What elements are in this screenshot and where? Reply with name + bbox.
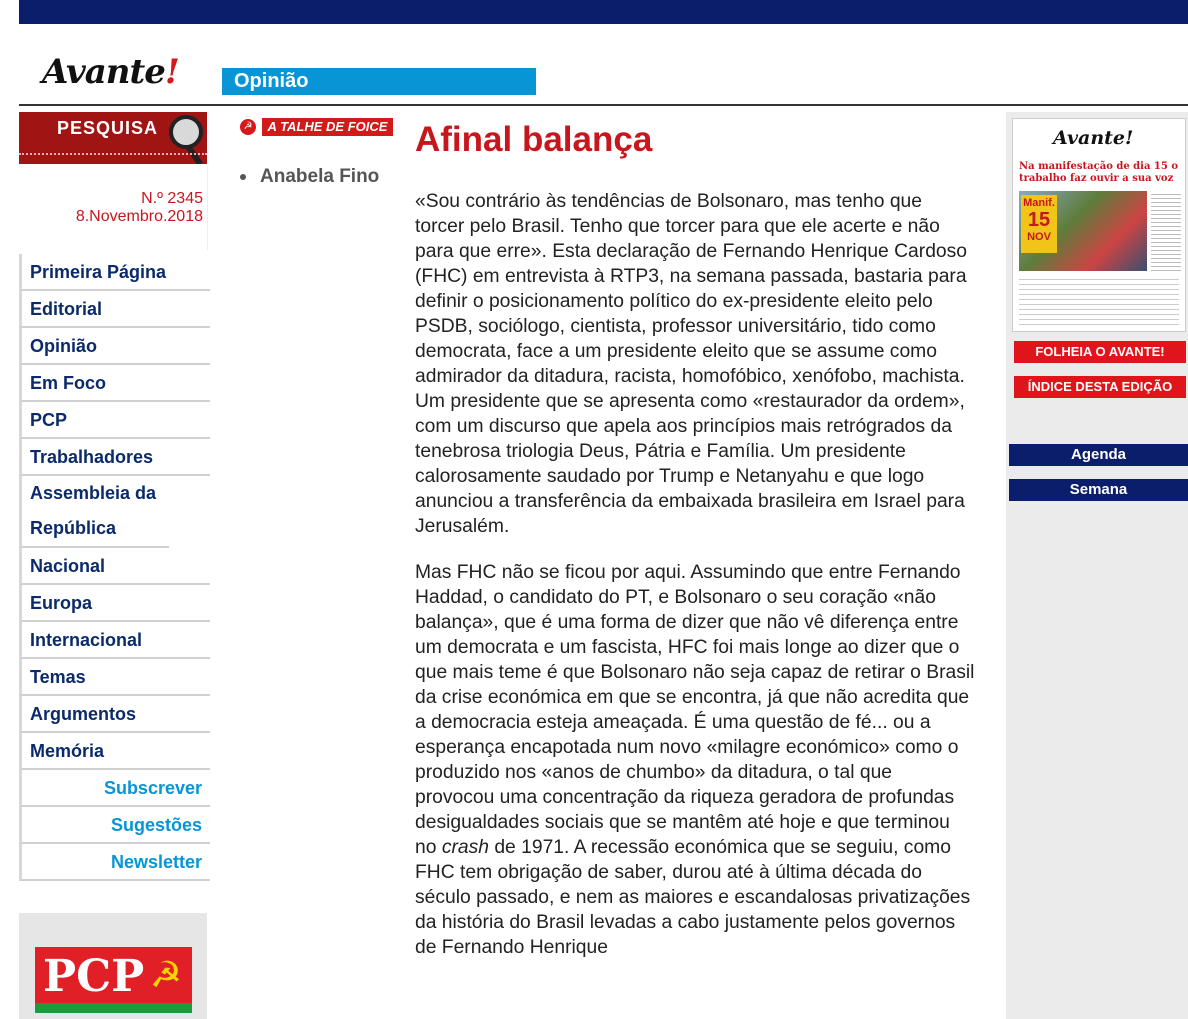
nav-item-europa[interactable]: Europa <box>19 585 210 622</box>
issue-info <box>19 166 208 250</box>
pcp-logo-text: PCP <box>43 951 145 1002</box>
search-banner[interactable] <box>19 112 207 164</box>
nav-item-memoria[interactable]: Memória <box>19 733 210 770</box>
top-bar <box>19 0 1188 24</box>
cover-logo: Avante! <box>1053 127 1134 149</box>
author-name: Anabela Fino <box>260 166 380 187</box>
issue-date: 8.Novembro.2018 <box>75 208 203 225</box>
nav-item-em-foco[interactable]: Em Foco <box>19 365 210 402</box>
article-body <box>415 189 975 981</box>
nav-item-internacional[interactable]: Internacional <box>19 622 210 659</box>
nav-item-nacional[interactable]: Nacional <box>19 548 210 585</box>
author-item <box>240 166 379 188</box>
pcp-banner[interactable] <box>19 913 207 1019</box>
bullet-icon <box>240 174 246 180</box>
right-sidebar <box>1006 112 1188 1019</box>
folheia-button[interactable]: FOLHEIA O AVANTE! <box>1014 341 1186 363</box>
nav-item-argumentos[interactable]: Argumentos <box>19 696 210 733</box>
search-label: PESQUISA <box>57 118 159 138</box>
banner-stripes <box>19 153 207 158</box>
cover-text-lines <box>1019 275 1179 325</box>
article-paragraph-1: «Sou contrário às tendências de Bolsonaro, mas tenho que torcer pelo Brasil. Tenho que torcer para que ele acerte e não para que erre». Esta declaração de Fernando Henrique Cardoso (FHC) em entrevista à RTP3, na semana passada, bastaria para definir o posicionamento político do ex-presidente eleito pelo PSDB, sociólogo, cientista, professor universitário, tido como democrata, face a um presidente eleito que se assume como admirador da ditadura, racista, homofóbico, xenófobo, machista. Um presidente que se apresenta como «restaurador da ordem», com um discurso que apela aos princípios mais retrógrados da tenebrosa triologia Deus, Pátria e Família. Um presidente calorosamente saudado por Trump e Netanyahu e que logo anunciou a transferência da embaixada brasileira em Israel para Jerusalém. <box>415 191 968 537</box>
cover-headline: Na manifestação de dia 15 o trabalho faz ouvir a sua voz <box>1019 161 1178 184</box>
paragraph-2-text-b: de 1971. A recessão económica que se seguiu, como FHC tem obrigação de saber, durou até à última década do século passado, e nem as maiores e escandalosas privatizações da história do Brasil levadas a cabo justamente pelos governos de Fernando Henrique <box>415 837 971 958</box>
column-tag[interactable] <box>240 118 393 136</box>
paragraph-2-emphasis: crash <box>441 837 489 858</box>
magnifier-icon <box>169 115 203 149</box>
nav-item-pcp[interactable]: PCP <box>19 402 210 439</box>
nav-item-trabalhadores[interactable]: Trabalhadores <box>19 439 210 476</box>
cover-date-month: NOV <box>1027 231 1051 243</box>
cover-date-badge <box>1021 195 1057 253</box>
cover-side-text <box>1151 191 1181 271</box>
paragraph-2-text-a: Mas FHC não se ficou por aqui. Assumindo que entre Fernando Haddad, o candidato do PT, e Bolsonaro o seu coração «não balança», que é uma forma de dizer que não vê diferença entre um democrata e um fascista, HFC foi mais longe ao dizer que o que mais teme é que Bolsonaro não seja capaz de retirar o Brasil da crise económica em que se encontra, já que não acredita que a democracia esteja ameaçada. É uma questão de fé... ou a esperança encapotada num novo «milagre económico» como o produzido nos «anos de chumbo» da ditadura, o tal que provocou uma concentração da riqueza geradora de profundas desigualdades sociais que se mantêm até hoje e que terminou no <box>415 562 975 858</box>
nav-item-sugestoes[interactable]: Sugestões <box>19 807 210 844</box>
nav-item-primeira-pagina[interactable]: Primeira Página <box>19 254 210 291</box>
agenda-button[interactable]: Agenda <box>1009 444 1188 466</box>
logo-text: Avante <box>42 52 165 92</box>
cover-date-day: 15 <box>1027 209 1051 231</box>
nav-item-newsletter[interactable]: Newsletter <box>19 844 210 881</box>
cover-thumbnail[interactable] <box>1012 118 1186 332</box>
nav-item-opiniao[interactable]: Opinião <box>19 328 210 365</box>
nav-item-assembleia[interactable]: Assembleia da República <box>19 476 169 548</box>
indice-button[interactable]: ÍNDICE DESTA EDIÇÃO <box>1014 376 1186 398</box>
issue-number: N.º 2345 <box>141 190 203 207</box>
header-divider <box>19 104 1188 106</box>
column-tag-label: A TALHE DE FOICE <box>262 118 393 136</box>
pcp-logo-stripe <box>35 1003 192 1013</box>
cover-date-top: Manif. <box>1023 197 1055 209</box>
sidebar-nav <box>19 254 210 881</box>
pcp-logo <box>35 947 192 1013</box>
semana-button[interactable]: Semana <box>1009 479 1188 501</box>
site-logo[interactable] <box>20 46 179 96</box>
hammer-sickle-icon: ☭ <box>149 954 182 995</box>
nav-item-editorial[interactable]: Editorial <box>19 291 210 328</box>
sickle-badge-icon: ☭ <box>240 119 256 135</box>
logo-mark: ! <box>164 52 179 92</box>
nav-item-subscrever[interactable]: Subscrever <box>19 770 210 807</box>
article-title: Afinal balança <box>415 120 653 159</box>
article-paragraph-2 <box>415 560 975 960</box>
section-title: Opinião <box>222 68 536 95</box>
nav-item-temas[interactable]: Temas <box>19 659 210 696</box>
